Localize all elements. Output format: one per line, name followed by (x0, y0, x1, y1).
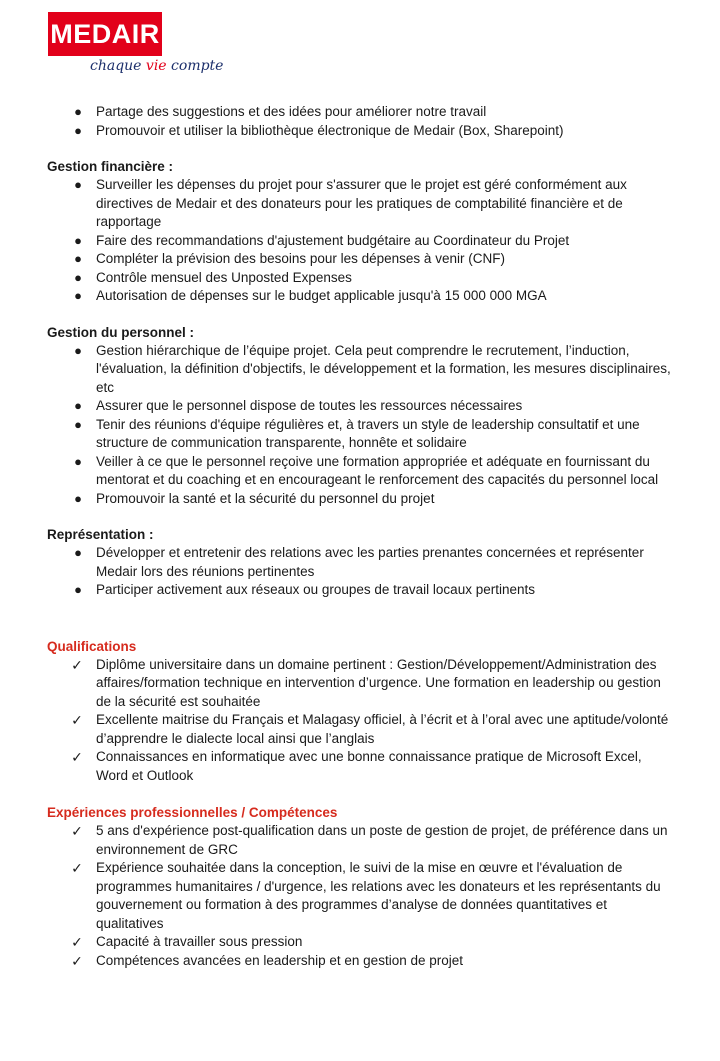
list-item: ● Assurer que le personnel dispose de toutes les ressources nécessaires (47, 397, 677, 416)
bullet-icon: ● (74, 416, 82, 432)
checkmark-icon: ✓ (71, 823, 83, 839)
section-heading: Représentation : (47, 527, 154, 542)
section-heading: Gestion financière : (47, 159, 174, 174)
list-item: ✓ Compétences avancées en leadership et en gestion de projet (71, 952, 463, 969)
list-item: ✓ Expérience souhaitée dans la conception, le suivi de la mise en œuvre et l'évaluation de programmes humanitaires / d'urgence, les relations avec les donateurs et les représentants du gouvernement ou formation à des programmes d’analyse de données quantitatives et qualitatives (71, 860, 661, 931)
list-item: ✓ Excellente maitrise du Français et Malagasy officiel, à l’écrit et à l’oral avec une aptitude/volonté d’apprendre le dialecte local ainsi que l’anglais (71, 712, 669, 746)
bullet-icon: ● (74, 288, 82, 303)
section-experience (47, 804, 677, 970)
bullet-icon: ● (74, 342, 82, 358)
list-item: ● Promouvoir et utiliser la bibliothèque électronique de Medair (Box, Sharepoint) (47, 122, 677, 141)
list-item: ● Développer et entretenir des relations avec les parties prenantes concernées et représenter Medair lors des réunions pertinentes (47, 544, 677, 581)
document-body (47, 103, 677, 970)
checkmark-icon: ✓ (71, 712, 83, 728)
list-item: ✓ Connaissances en informatique avec une bonne connaissance pratique de Microsoft Excel, Word et Outlook (71, 749, 642, 783)
checkmark-icon: ✓ (71, 934, 83, 950)
section-heading: Gestion du personnel : (47, 324, 195, 340)
bullet-icon: ● (74, 104, 82, 119)
list-item: ● Contrôle mensuel des Unposted Expenses (47, 269, 677, 288)
logo-tagline: chaque vie compte (90, 58, 224, 74)
bullet-icon: ● (74, 582, 82, 597)
list-item: ● Surveiller les dépenses du projet pour s'assurer que le projet est géré conformément aux directives de Medair et des donateurs pour les pratiques de comptabilité financière et de rapportage (47, 176, 677, 232)
logo-brand-text: MEDAIR (50, 18, 160, 49)
section-heading: Qualifications (47, 638, 137, 654)
checkmark-icon: ✓ (71, 952, 83, 969)
checkmark-icon: ✓ (71, 749, 83, 765)
section-representation (47, 526, 677, 600)
bullet-icon: ● (74, 453, 82, 469)
list-item: ● Gestion hiérarchique de l’équipe projet. Cela peut comprendre le recrutement, l’induction, l'évaluation, la définition d'objectifs, le développement et la formation, les mesures disciplinaires, etc (47, 342, 677, 398)
bullet-icon: ● (74, 251, 82, 266)
list-item: ✓ 5 ans d'expérience post-qualification dans un poste de gestion de projet, de préférence dans un environnement de GRC (71, 823, 668, 857)
section-finance (47, 158, 677, 306)
medair-logo (48, 12, 162, 56)
bullet-icon: ● (74, 122, 82, 138)
list-item: ● Veiller à ce que le personnel reçoive une formation appropriée et adéquate en fournissant du mentorat et du coaching et en encourageant le renforcement des capacités du personnel local (47, 453, 677, 490)
section-heading: Expériences professionnelles / Compétences (47, 805, 338, 820)
list-item: ✓ Capacité à travailler sous pression (71, 934, 303, 950)
bullet-icon: ● (74, 177, 82, 192)
bullet-icon: ● (74, 232, 82, 248)
checkmark-icon: ✓ (71, 860, 83, 876)
list-item: ● Autorisation de dépenses sur le budget applicable jusqu'à 15 000 000 MGA (47, 287, 677, 306)
list-item: ● Participer activement aux réseaux ou groupes de travail locaux pertinents (47, 581, 677, 600)
checkmark-icon: ✓ (71, 656, 83, 673)
list-item: ● Tenir des réunions d'équipe régulières et, à travers un style de leadership consultatif et une structure de communication transparente, honnête et solidaire (47, 416, 677, 453)
bullet-icon: ● (74, 398, 82, 413)
bullet-icon: ● (74, 490, 82, 506)
section-qualifications (47, 638, 677, 786)
list-item: ✓ Diplôme universitaire dans un domaine pertinent : Gestion/Développement/Administration des affaires/formation technique en intervention d’urgence. Une formation en leadership ou gestion de la sécurité est souhaitée (71, 656, 661, 709)
section-personnel (47, 324, 677, 509)
intro-bullet-list (47, 103, 677, 140)
list-item: ● Compléter la prévision des besoins pour les dépenses à venir (CNF) (47, 250, 677, 269)
bullet-icon: ● (74, 269, 82, 285)
bullet-icon: ● (74, 545, 82, 560)
list-item: ● Promouvoir la santé et la sécurité du personnel du projet (47, 490, 677, 509)
list-item: ● Faire des recommandations d'ajustement budgétaire au Coordinateur du Projet (47, 232, 677, 251)
list-item: ● Partage des suggestions et des idées pour améliorer notre travail (47, 103, 677, 122)
